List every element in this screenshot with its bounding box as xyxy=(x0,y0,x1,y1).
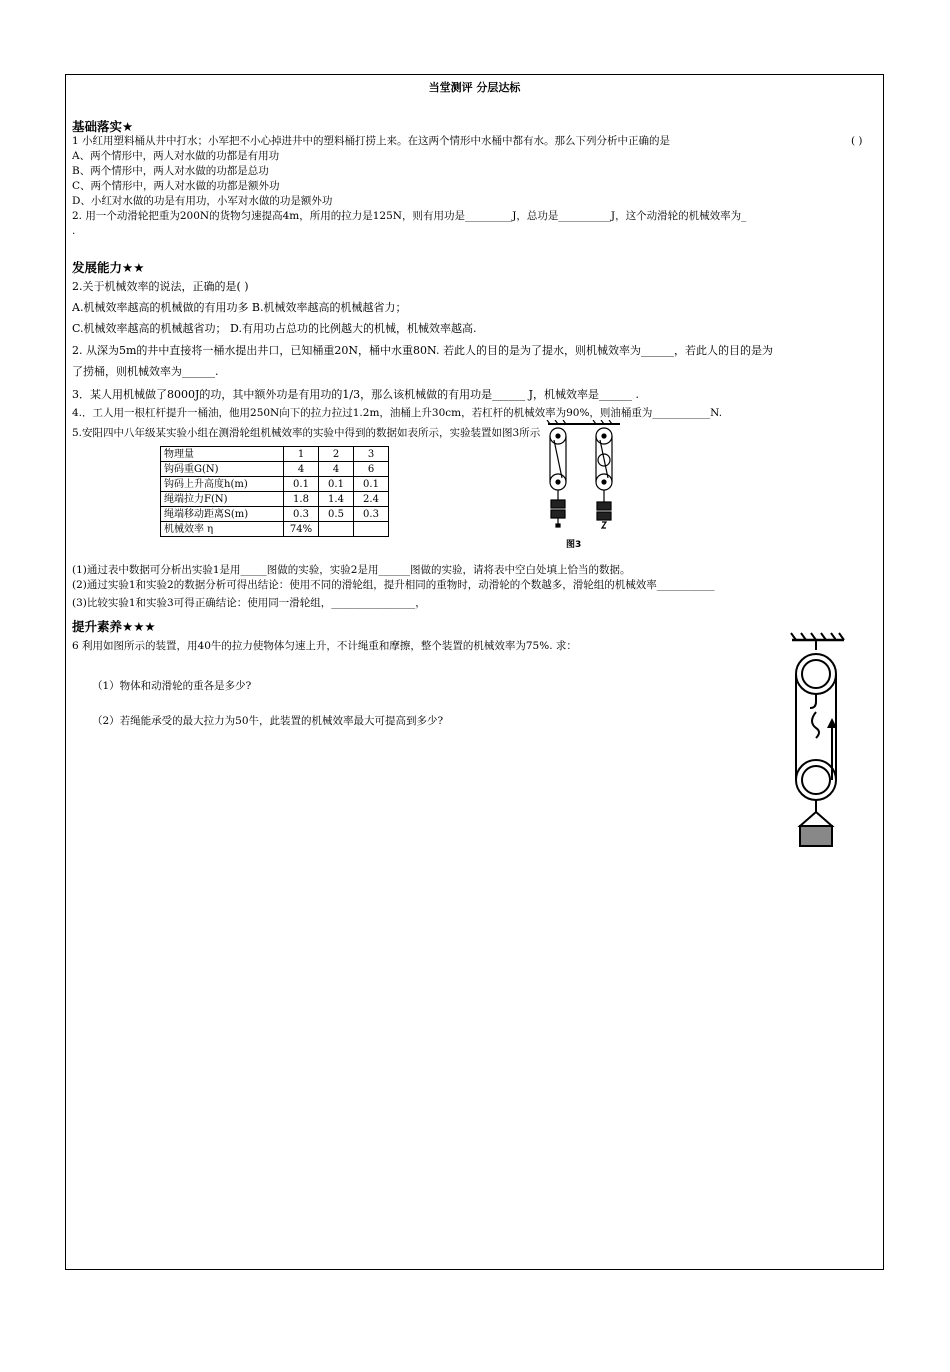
develop-q2-options-cd: C.机械效率越高的机械越省功； D.有用功占总功的比例越大的机械，机械效率越高. xyxy=(72,322,477,335)
pulley-diagram-q6 xyxy=(786,632,852,852)
table-cell: 1 xyxy=(284,447,319,462)
develop-q2: 2.关于机械效率的说法，正确的是( ) xyxy=(72,280,249,293)
basic-q1: 1 小红用塑料桶从井中打水；小军把不小心掉进井中的塑料桶打捞上来。在这两个情形中水桶中都有水。那么下列分析中正确的是 xyxy=(72,135,671,147)
table-cell: 物理量 xyxy=(161,447,284,462)
page-title: 当堂测评 分层达标 xyxy=(428,81,521,94)
table-cell: 绳端移动距离S(m) xyxy=(161,507,284,522)
figure-3-caption: 图3 xyxy=(566,540,582,550)
improve-q6-part2: （2）若绳能承受的最大拉力为50牛，此装置的机械效率最大可提高到多少? xyxy=(92,715,444,727)
basic-q1-option-c: C、两个情形中，两人对水做的功都是额外功 xyxy=(72,180,280,192)
table-cell xyxy=(319,522,354,537)
develop-q3: 3．某人用机械做了8000J的功，其中额外功是有用功的1/3，那么该机械做的有用功是______ J，机械效率是______ . xyxy=(72,388,640,401)
table-row xyxy=(161,477,389,492)
basic-q1-option-d: D、小红对水做的功是有用功，小军对水做的功是额外功 xyxy=(72,195,333,207)
table-cell: 74% xyxy=(284,522,319,537)
table-cell: 绳端拉力F(N) xyxy=(161,492,284,507)
table-cell: 0.5 xyxy=(319,507,354,522)
develop-q4: 4.．工人用一根杠杆提升一桶油，他用250N向下的拉力拉过1.2m，油桶上升30cm，若杠杆的机械效率为90%，则油桶重为___________N. xyxy=(72,407,723,419)
table-cell: 0.1 xyxy=(354,477,389,492)
table-row xyxy=(161,447,389,462)
analysis-1: (1)通过表中数据可分析出实验1是用_____图做的实验，实验2是用______图做的实验，请将表中空白处填上恰当的数据。 xyxy=(72,564,631,576)
table-cell: 0.3 xyxy=(284,507,319,522)
table-cell xyxy=(354,522,389,537)
table-cell: 1.8 xyxy=(284,492,319,507)
table-row xyxy=(161,507,389,522)
basic-q1-option-a: A、两个情形中，两人对水做的功都是有用功 xyxy=(72,150,280,162)
table-cell: 钩码上升高度h(m) xyxy=(161,477,284,492)
analysis-3: (3)比较实验1和实验3可得正确结论：使用同一滑轮组，________________， xyxy=(72,597,426,609)
develop-q2-options-ab: A.机械效率越高的机械做的有用功多 B.机械效率越高的机械越省力； xyxy=(72,301,407,314)
table-cell: 2 xyxy=(319,447,354,462)
table-cell: 机械效率 η xyxy=(161,522,284,537)
table-row xyxy=(161,462,389,477)
table-cell: 0.3 xyxy=(354,507,389,522)
table-cell: 3 xyxy=(354,447,389,462)
develop-q5: 5.安阳四中八年级某实验小组在测滑轮组机械效率的实验中得到的数据如表所示，实验装置如图3所示 xyxy=(72,427,541,439)
analysis-2: (2)通过实验1和实验2的数据分析可得出结论：使用不同的滑轮组，提升相同的重物时，动滑轮的个数越多，滑轮组的机械效率___________ xyxy=(72,579,715,591)
table-row xyxy=(161,492,389,507)
basic-q1-bracket: ( ) xyxy=(851,135,863,147)
develop-q2b-cont: 了捞桶，则机械效率为______. xyxy=(72,365,219,378)
improve-q6: 6 利用如图所示的装置，用40牛的拉力使物体匀速上升，不计绳重和摩擦，整个装置的机械效率为75%. 求： xyxy=(72,640,577,652)
table-cell: 6 xyxy=(354,462,389,477)
section-improve-heading: 提升素养★★★ xyxy=(72,619,156,634)
table-cell: 4 xyxy=(319,462,354,477)
basic-q1-option-b: B、两个情形中，两人对水做的功都是总功 xyxy=(72,165,269,177)
table-cell: 0.1 xyxy=(284,477,319,492)
basic-q2: 2. 用一个动滑轮把重为200N的货物匀速提高4m，所用的拉力是125N，则有用功是_________J，总功是__________J，这个动滑轮的机械效率为_ xyxy=(72,210,747,222)
pulley-figure-3 xyxy=(540,420,630,536)
section-basic-heading: 基础落实★ xyxy=(72,119,134,134)
table-cell: 钩码重G(N) xyxy=(161,462,284,477)
table-row xyxy=(161,522,389,537)
develop-q2b: 2. 从深为5m的井中直接将一桶水提出井口，已知桶重20N，桶中水重80N. 若此人的目的是为了提水，则机械效率为______，若此人的目的是为 xyxy=(72,344,773,357)
table-cell: 0.1 xyxy=(319,477,354,492)
basic-q2-cont: . xyxy=(72,225,76,237)
table-cell: 1.4 xyxy=(319,492,354,507)
table-cell: 4 xyxy=(284,462,319,477)
experiment-table xyxy=(160,446,389,537)
section-develop-heading: 发展能力★★ xyxy=(72,260,145,275)
page-frame xyxy=(65,74,884,1270)
table-cell: 2.4 xyxy=(354,492,389,507)
improve-q6-part1: （1）物体和动滑轮的重各是多少? xyxy=(92,680,252,692)
